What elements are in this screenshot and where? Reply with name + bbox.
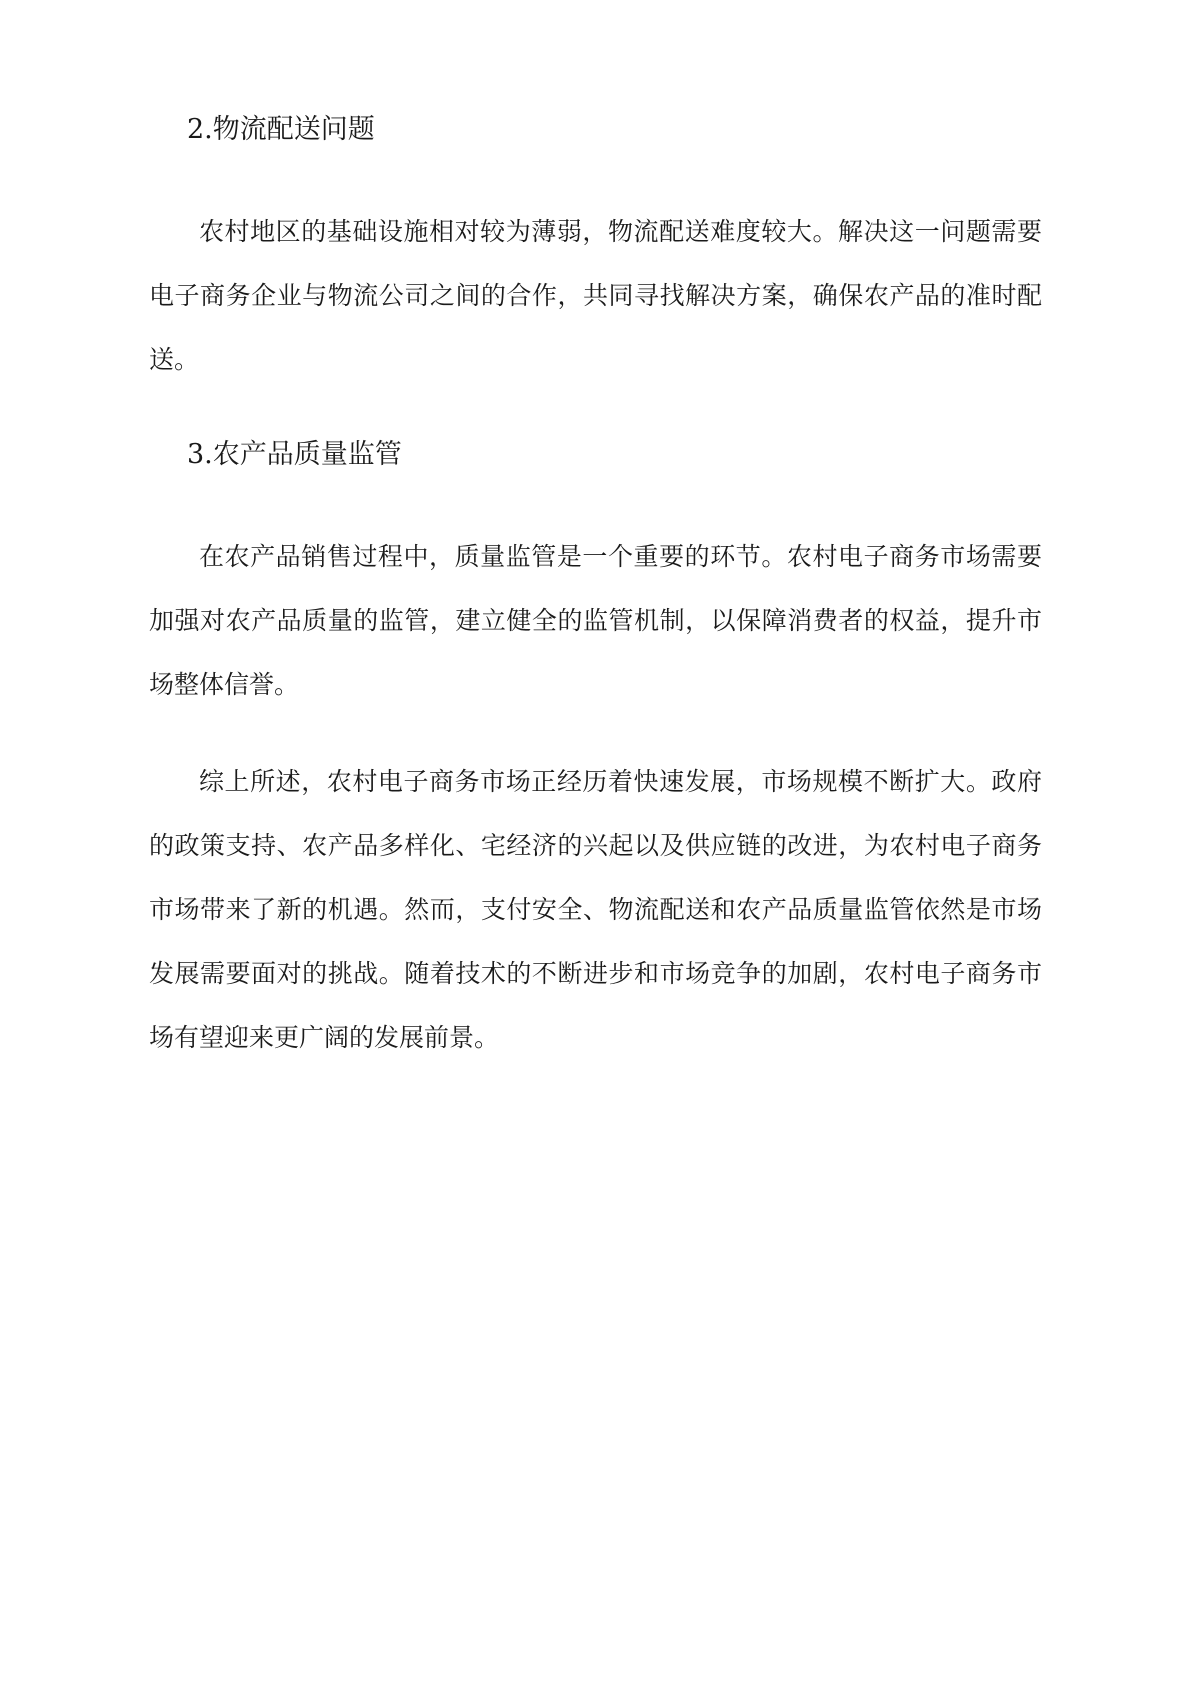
section-heading-logistics: 2.物流配送问题 [187,114,375,145]
section-heading-quality: 3.农产品质量监管 [187,439,402,470]
paragraph-logistics: 农村地区的基础设施相对较为薄弱，物流配送难度较大。解决这一问题需要电子商务企业与物流公司之间的合作，共同寻找解决方案，确保农产品的准时配送。 [149,217,1042,374]
paragraph-conclusion: 综上所述，农村电子商务市场正经历着快速发展，市场规模不断扩大。政府的政策支持、农产品多样化、宅经济的兴起以及供应链的改进，为农村电子商务市场带来了新的机遇。然而，支付安全、物流配送和农产品质量监管依然是市场发展需要面对的挑战。随着技术的不断进步和市场竞争的加剧，农村电子商务市场有望迎来更广阔的发展前景。 [149,767,1042,1052]
paragraph-quality: 在农产品销售过程中，质量监管是一个重要的环节。农村电子商务市场需要加强对农产品质量的监管，建立健全的监管机制，以保障消费者的权益，提升市场整体信誉。 [149,542,1042,699]
document-body [149,100,1042,1103]
